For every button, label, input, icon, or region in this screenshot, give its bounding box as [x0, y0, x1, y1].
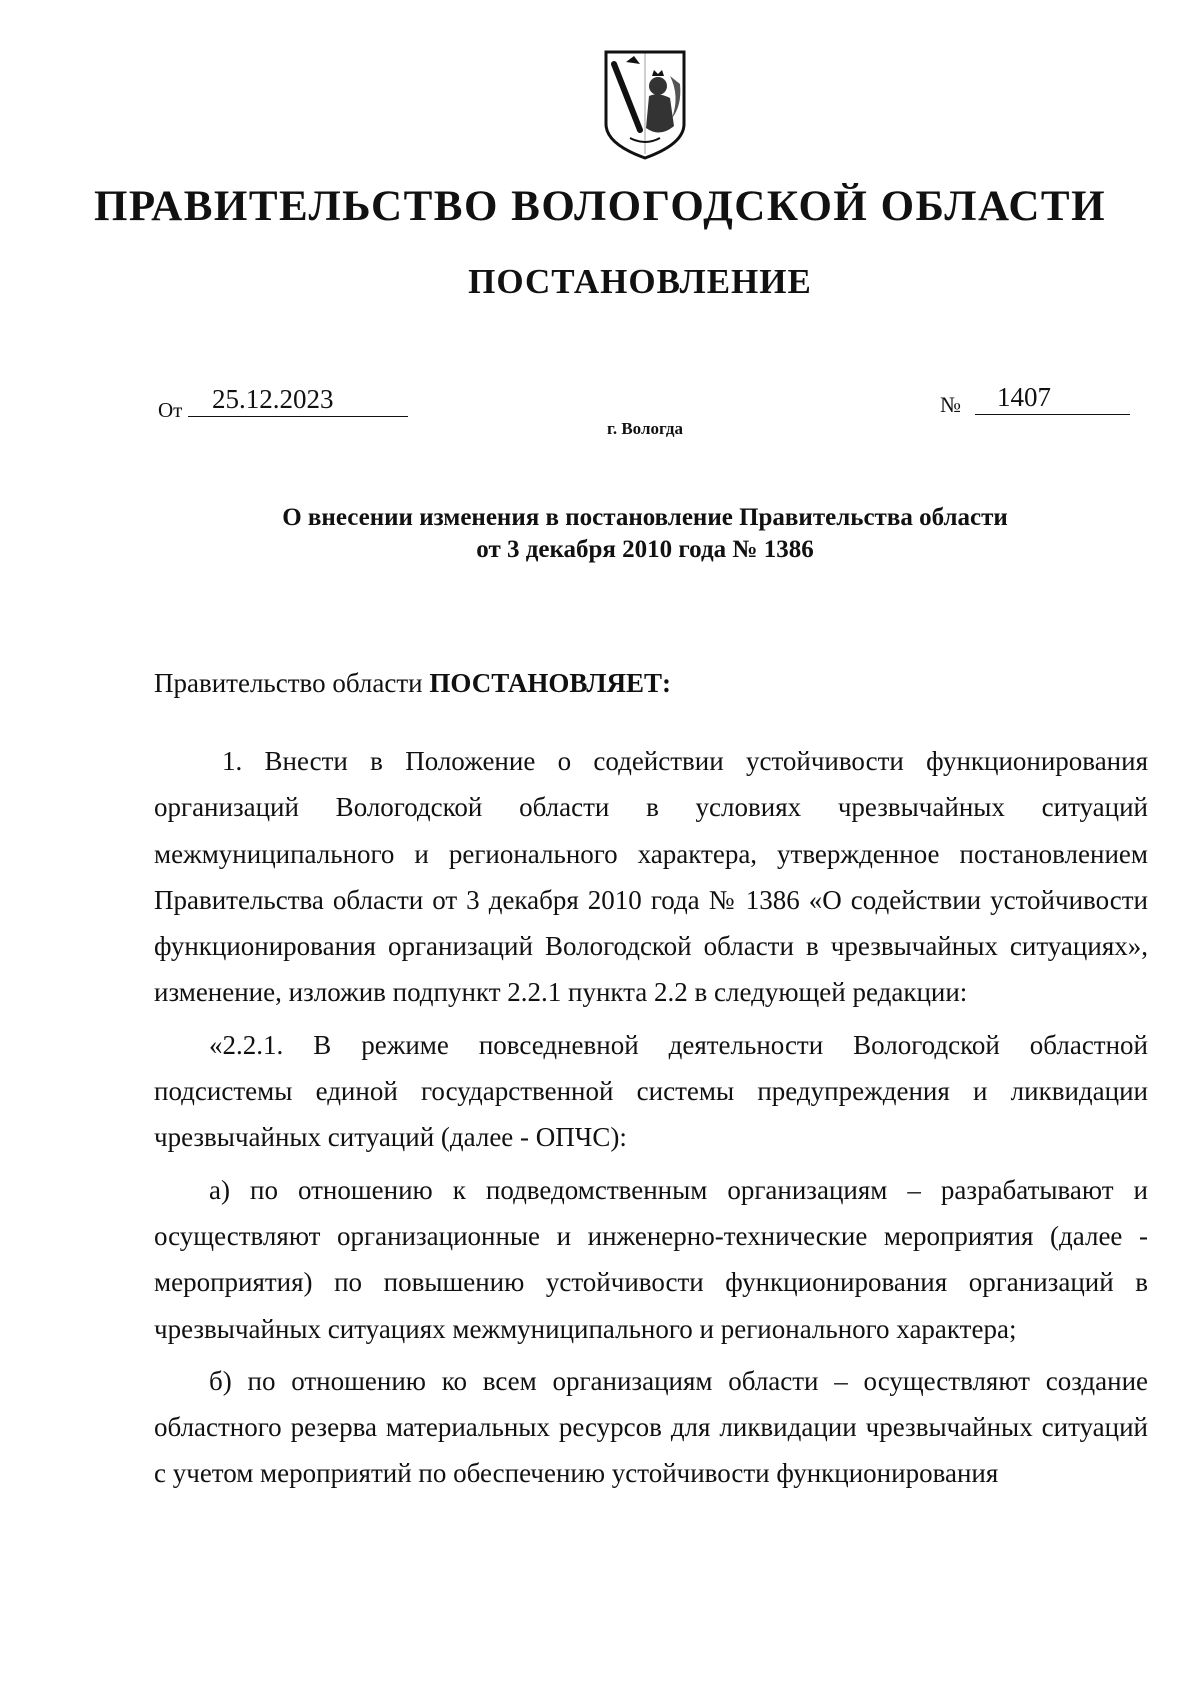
- paragraph-3: а) по отношению к подведомственным организациям – разрабатывают и осуществляют организационные и инженерно-технические мероприятия (далее - мероприятия) по повышению устойчивости функционирования организаций в чрезвычайных ситуациях межмуниципального и регионального характера;: [154, 1174, 1148, 1344]
- document-subject: [0, 502, 1200, 566]
- subject-line-2: от 3 декабря 2010 года № 1386: [476, 536, 814, 563]
- preamble-text: Правительство области: [154, 668, 423, 698]
- government-title: ПРАВИТЕЛЬСТВО ВОЛОГОДСКОЙ ОБЛАСТИ: [93, 183, 1107, 230]
- preamble-bold: ПОСТАНОВЛЯЕТ:: [429, 668, 671, 698]
- preamble: [154, 668, 671, 699]
- subject-line-1: О внесении изменения в постановление Правительства области: [282, 504, 1008, 531]
- number-value: 1407: [975, 380, 1130, 415]
- number-label: №: [940, 392, 961, 417]
- date-label: От: [158, 398, 183, 422]
- paragraph-2: «2.2.1. В режиме повседневной деятельности Вологодской областной подсистемы единой государственной системы предупреждения и ликвидации чрезвычайных ситуаций (далее - ОПЧС):: [154, 1029, 1148, 1153]
- document-body: [154, 738, 1148, 1503]
- paragraph-4: б) по отношению ко всем организациям области – осуществляют создание областного резерва материальных ресурсов для ликвидации чрезвычайных ситуаций с учетом мероприятий по обеспечению устойчивости функционирования: [154, 1365, 1148, 1489]
- city-label: г. Вологда: [607, 419, 683, 438]
- paragraph-1: 1. Внести в Положение о содействии устойчивости функционирования организаций Вологодской области в условиях чрезвычайных ситуаций межмуниципального и регионального характера, утвержденное постановлением Правительства области от 3 декабря 2010 года № 1386 «О содействии устойчивости функционирования организаций Вологодской области в чрезвычайных ситуациях», изменение, изложив подпункт 2.2.1 пункта 2.2 в следующей редакции:: [154, 746, 1148, 1008]
- date-value: 25.12.2023: [188, 382, 408, 417]
- coat-of-arms-icon: [600, 46, 690, 164]
- document-type: ПОСТАНОВЛЕНИЕ: [468, 262, 812, 301]
